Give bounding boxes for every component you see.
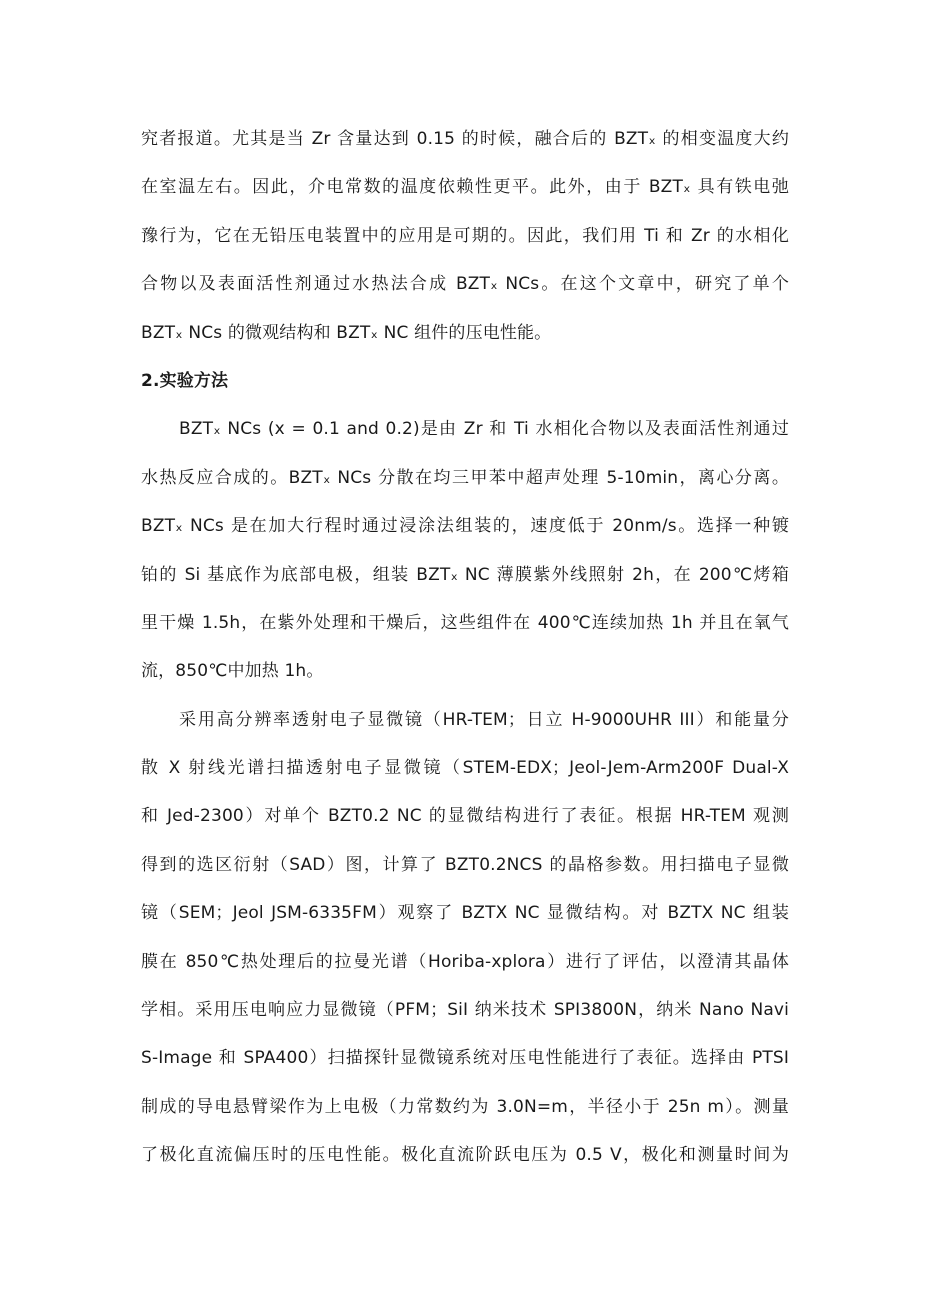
method-paragraph-1 [141, 405, 789, 695]
text-line: BZTₓ NCs 是在加大行程时通过浸涂法组装的，速度低于 20nm/s。选择一种镀 [141, 516, 789, 537]
text-line: 散 X 射线光谱扫描透射电子显微镜（STEM-EDX；Jeol-Jem-Arm200F Dual-X [141, 758, 789, 779]
text-line: 了极化直流偏压时的压电性能。极化直流阶跃电压为 0.5 V，极化和测量时间为 [141, 1145, 789, 1166]
text-line: 里干燥 1.5h，在紫外处理和干燥后，这些组件在 400℃连续加热 1h 并且在氧气 [141, 612, 789, 633]
text-line: 合物以及表面活性剂通过水热法合成 BZTₓ NCs。在这个文章中，研究了单个 [141, 274, 789, 295]
text-line: S-Image 和 SPA400）扫描探针显微镜系统对压电性能进行了表征。选择由 PTSI [141, 1048, 789, 1069]
intro-paragraph [141, 115, 789, 357]
text-line: 水热反应合成的。BZTₓ NCs 分散在均三甲苯中超声处理 5-10min，离心分离。 [141, 467, 789, 488]
text-line: 学相。采用压电响应力显微镜（PFM；SiI 纳米技术 SPI3800N，纳米 Nano Navi [141, 1000, 789, 1021]
text-line: 究者报道。尤其是当 Zr 含量达到 0.15 的时候，融合后的 BZTₓ 的相变温度大约 [141, 129, 789, 149]
text-line: 在室温左右。因此，介电常数的温度依赖性更平。此外，由于 BZTₓ 具有铁电弛 [141, 177, 789, 198]
text-line: 豫行为，它在无铅压电装置中的应用是可期的。因此，我们用 Ti 和 Zr 的水相化 [141, 225, 789, 246]
document-page [141, 115, 789, 1180]
section-heading: 2.实验方法 [141, 370, 229, 391]
text-line: 流，850℃中加热 1h。 [141, 661, 324, 682]
method-paragraph-2 [141, 696, 789, 1180]
text-line: BZTₓ NCs (x = 0.1 and 0.2)是由 Zr 和 Ti 水相化合物以及表面活性剂通过 [179, 419, 789, 440]
text-line: BZTₓ NCs 的微观结构和 BZTₓ NC 组件的压电性能。 [141, 322, 552, 343]
text-line: 制成的导电悬臂梁作为上电极（力常数约为 3.0N=m，半径小于 25n m）。测量 [141, 1096, 789, 1117]
text-line: 铂的 Si 基底作为底部电极，组装 BZTₓ NC 薄膜紫外线照射 2h，在 200℃烤箱 [141, 564, 789, 585]
text-line: 膜在 850℃热处理后的拉曼光谱（Horiba-xplora）进行了评估，以澄清其晶体 [141, 951, 789, 972]
text-line: 得到的选区衍射（SAD）图，计算了 BZT0.2NCS 的晶格参数。用扫描电子显微 [141, 854, 789, 875]
text-line: 镜（SEM；Jeol JSM-6335FM）观察了 BZTX NC 显微结构。对 BZTX NC 组装 [141, 903, 789, 924]
text-line: 和 Jed-2300）对单个 BZT0.2 NC 的显微结构进行了表征。根据 HR-TEM 观测 [141, 806, 789, 827]
text-line: 采用高分辨率透射电子显微镜（HR-TEM；日立 H-9000UHR III）和能量分 [179, 709, 789, 730]
